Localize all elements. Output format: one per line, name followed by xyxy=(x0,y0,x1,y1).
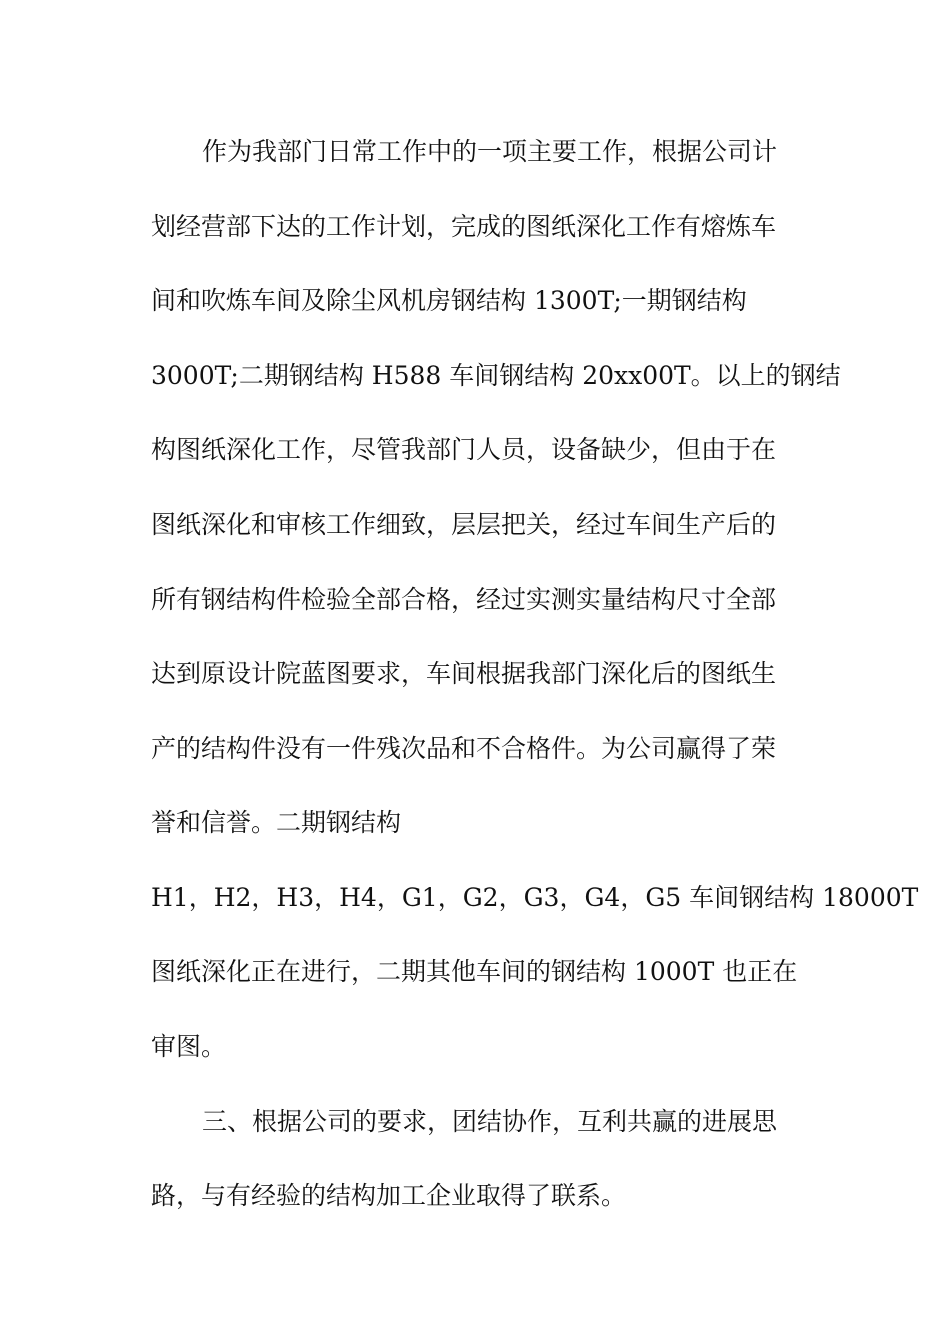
paragraph-1-line-5: 构图纸深化工作，尽管我部门人员，设备缺少，但由于在 xyxy=(151,435,777,464)
paragraph-1-line-4: 3000T;二期钢结构 H588 车间钢结构 20xx00T。以上的钢结 xyxy=(151,361,841,390)
paragraph-1-line-1: 作为我部门日常工作中的一项主要工作，根据公司计 xyxy=(202,137,778,166)
paragraph-1-line-11: H1，H2，H3，H4，G1，G2，G3，G4，G5 车间钢结构 18000T xyxy=(151,883,919,912)
paragraph-1-line-10: 誉和信誉。二期钢结构 xyxy=(151,808,402,837)
paragraph-1-line-13: 审图。 xyxy=(151,1032,227,1061)
paragraph-1-line-7: 所有钢结构件检验全部合格，经过实测实量结构尺寸全部 xyxy=(151,585,777,614)
paragraph-1-line-8: 达到原设计院蓝图要求，车间根据我部门深化后的图纸生 xyxy=(151,659,777,688)
paragraph-1-line-3: 间和吹炼车间及除尘风机房钢结构 1300T;一期钢结构 xyxy=(151,286,747,315)
paragraph-1-line-2: 划经营部下达的工作计划，完成的图纸深化工作有熔炼车 xyxy=(151,212,777,241)
paragraph-2-line-1: 三、根据公司的要求，团结协作，互利共赢的进展思 xyxy=(202,1107,778,1136)
paragraph-1-line-9: 产的结构件没有一件残次品和不合格件。为公司赢得了荣 xyxy=(151,734,777,763)
paragraph-1-line-6: 图纸深化和审核工作细致，层层把关，经过车间生产后的 xyxy=(151,510,777,539)
paragraph-2-line-2: 路，与有经验的结构加工企业取得了联系。 xyxy=(151,1181,627,1210)
paragraph-1-line-12: 图纸深化正在进行，二期其他车间的钢结构 1000T 也正在 xyxy=(151,957,798,986)
